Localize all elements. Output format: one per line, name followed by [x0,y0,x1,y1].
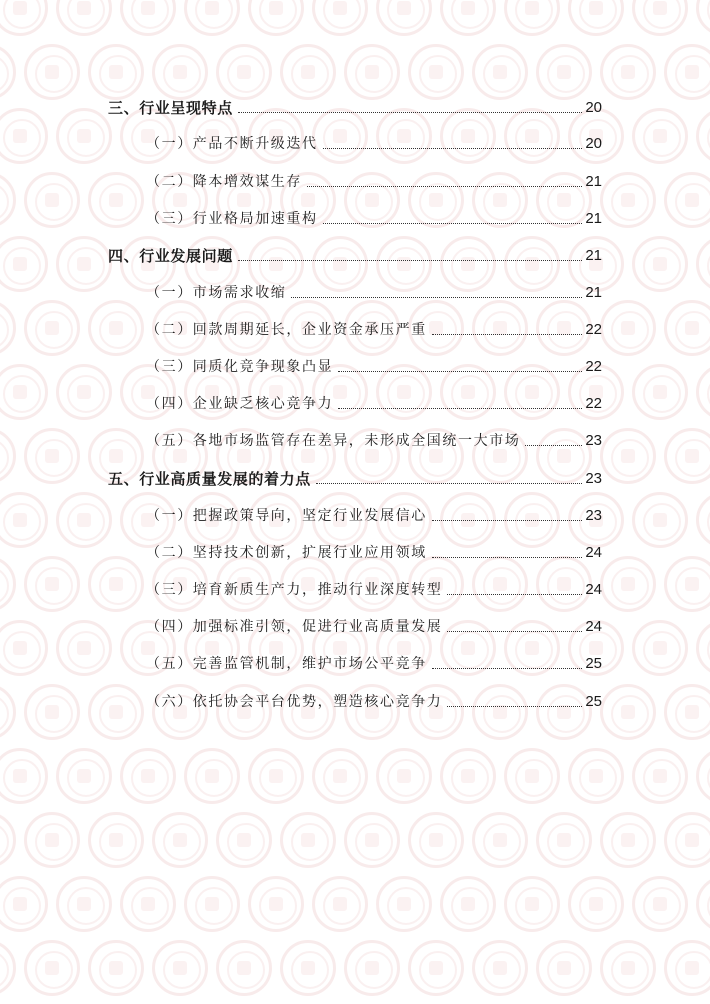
dot-leader [447,706,582,707]
dot-leader [338,371,582,372]
toc-entry-title: （一）市场需求收缩 [146,285,287,301]
toc-entry-chapter-4[interactable] [108,242,602,266]
toc-entry-section[interactable] [146,688,602,712]
dot-leader [238,112,583,113]
toc-entry-section[interactable] [146,576,602,600]
dot-leader [291,297,582,298]
toc-page-number: 23 [585,507,602,524]
toc-entry-section[interactable] [146,279,602,303]
toc-page-number: 22 [585,395,602,412]
toc-page-number: 23 [585,470,602,487]
dot-leader [323,148,583,149]
dot-leader [432,520,583,521]
toc-entry-title: （二）回款周期延长，企业资金承压严重 [146,322,427,338]
toc-entry-section[interactable] [146,427,602,451]
toc-page-number: 24 [585,581,602,598]
toc-page-number: 21 [585,173,602,190]
toc-entry-chapter-5[interactable] [108,465,602,489]
toc-page-number: 21 [585,284,602,301]
toc-entry-title: （二）降本增效谋生存 [146,174,302,190]
toc-page-number: 25 [585,655,602,672]
toc-entry-section[interactable] [146,502,602,526]
dot-leader [447,594,582,595]
dot-leader [238,260,583,261]
toc-entry-section[interactable] [146,316,602,340]
dot-leader [338,408,582,409]
toc-page-number: 22 [585,321,602,338]
toc-entry-title: （四）加强标准引领，促进行业高质量发展 [146,619,443,635]
toc-entry-title: 五、行业高质量发展的着力点 [108,470,311,488]
toc-entry-section[interactable] [146,205,602,229]
toc-entry-section[interactable] [146,539,602,563]
toc-entry-title: （三）同质化竞争现象凸显 [146,359,334,375]
toc-entry-chapter-3[interactable] [108,94,602,118]
toc-entry-title: （五）完善监管机制，维护市场公平竞争 [146,656,427,672]
toc-page-number: 23 [585,432,602,449]
toc-entry-title: （六）依托协会平台优势，塑造核心竞争力 [146,694,443,710]
toc-entry-section[interactable] [146,650,602,674]
toc-entry-section[interactable] [146,613,602,637]
toc-entry-section[interactable] [146,390,602,414]
dot-leader [432,334,583,335]
dot-leader [307,186,582,187]
toc-entry-title: （一）产品不断升级迭代 [146,136,318,152]
toc-page-number: 20 [585,135,602,152]
toc-entry-section[interactable] [146,353,602,377]
toc-page-number: 25 [585,693,602,710]
dot-leader [432,557,583,558]
toc-page-number: 24 [585,544,602,561]
toc-page-number: 24 [585,618,602,635]
toc-entry-title: （五）各地市场监管存在差异，未形成全国统一大市场 [146,433,521,449]
toc-entry-title: 四、行业发展问题 [108,247,233,265]
toc-entry-section[interactable] [146,130,602,154]
toc-page-number: 21 [585,210,602,227]
toc-entry-title: （三）培育新质生产力，推动行业深度转型 [146,582,443,598]
toc-entry-title: （四）企业缺乏核心竞争力 [146,396,334,412]
toc-page-number: 20 [585,99,602,116]
dot-leader [316,483,583,484]
toc-entry-title: （三）行业格局加速重构 [146,211,318,227]
dot-leader [323,223,583,224]
toc-entry-section[interactable] [146,168,602,192]
dot-leader [525,445,582,446]
toc-entry-title: 三、行业呈现特点 [108,99,233,117]
toc-entry-title: （二）坚持技术创新，扩展行业应用领域 [146,545,427,561]
toc-entry-title: （一）把握政策导向，坚定行业发展信心 [146,508,427,524]
dot-leader [432,668,583,669]
toc-page-number: 21 [585,247,602,264]
toc-page-number: 22 [585,358,602,375]
dot-leader [447,631,582,632]
